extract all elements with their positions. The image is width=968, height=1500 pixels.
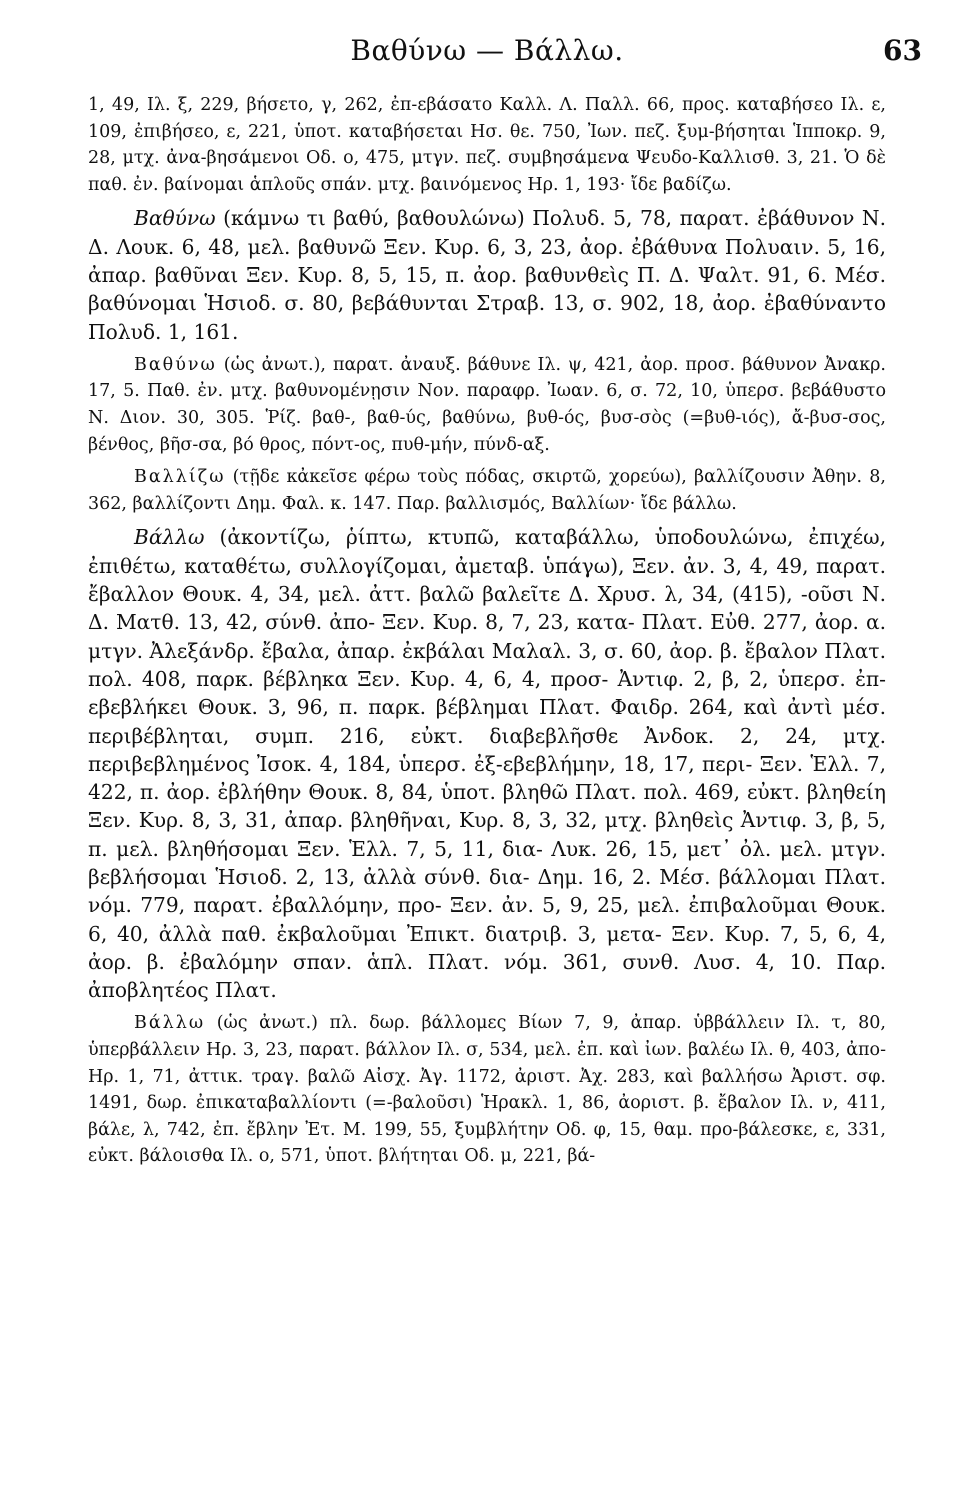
entry-text: 1, 49, Ιλ. ξ, 229, βήσετο, γ, 262, ἐπ-εβάσατο Καλλ. Λ. Παλλ. 66, προς. καταβήσεο Ιλ. ε, 109, ἐπιβήσεο, ε, 221, ὑποτ. καταβήσεται Ησ. θε. 750, Ἰων. πεζ. ξυμ-βήσηται Ἱπποκρ. 9, 28, μτχ. ἀνα-βησάμενοι Οδ. ο, 475, μτγν. πεζ. συμβησάμενα Ψευδο-Καλλισθ. 3, 21. Ὁ δὲ παθ. ἐν. βαίνομαι ἁπλοῦς σπάν. μτχ. βαινόμενος Ηρ. 1, 193· ἴδε βαδίζω. — [88, 95, 886, 195]
entry-bathyno-epic — [88, 352, 886, 458]
entry-text: (κάμνω τι βαθύ, βαθουλώνω) Πολυδ. 5, 78, παρατ. ἐβάθυνον Ν. Δ. Λουκ. 6, 48, μελ. βαθυνῶ Ξεν. Κυρ. 6, 3, 23, ἀορ. ἐβάθυνα Πολυαιν. 5, 16, ἀπαρ. βαθῦναι Ξεν. Κυρ. 8, 5, 15, π. ἀορ. βαθυνθεὶς Π. Δ. Ψαλτ. 91, 6. Μέσ. βαθύνομαι Ἡσιοδ. σ. 80, βεβάθυνται Στραβ. 13, σ. 902, 18, ἀορ. ἐβαθύναντο Πολυδ. 1, 161. — [88, 206, 886, 344]
entry-text: (ὡς ἀνωτ.), παρατ. ἀναυξ. βάθυνε Ιλ. ψ, 421, ἀορ. προσ. βάθυνον Ἀνακρ. 17, 5. Παθ. ἐν. μτχ. βαθυνομένῃσιν Νον. παραφρ. Ἰωαν. 6, σ. 72, 10, ὑπερσ. βεβάθυστο Ν. Διον. 30, 305. Ῥίζ. βαθ-, βαθ-ύς, βαθύνω, βυθ-ός, βυσ-σὸς (=βυθ-ιός), ἄ-βυσ-σος, βένθος, βῆσ-σα, βό θρος, πόντ-ος, πυθ-μήν, πύνδ-αξ. — [88, 354, 886, 455]
entry-ballo — [88, 523, 886, 1004]
entry-continuation — [88, 92, 886, 198]
entry-bathyno — [88, 204, 886, 345]
entry-headword: Βαθύνω — [134, 354, 217, 375]
entry-ballizo — [88, 464, 886, 517]
running-title: Βαθύνω — Βάλλω. — [350, 34, 624, 67]
page-header — [88, 28, 922, 78]
entry-text: (ὡς ἀνωτ.) πλ. δωρ. βάλλομες Βίων 7, 9, ἀπαρ. ὑββάλλειν Ιλ. τ, 80, ὑπερβάλλειν Ηρ. 3, 23, παρατ. βάλλον Ιλ. σ, 534, μελ. ἐπ. καὶ ἰων. βαλέω Ιλ. θ, 403, ἀπο- Ηρ. 1, 71, ἀττικ. τραγ. βαλῶ Αἰσχ. Ἀγ. 1172, ἀριστ. Ἀχ. 283, καὶ βαλλήσω Ἀριστ. σφ. 1491, δωρ. ἐπικαταβαλλίοντι (=-βαλοῦσι) Ἡρακλ. 1, 86, ἀοριστ. β. ἔβαλον Ιλ. ν, 411, βάλε, λ, 742, ἐπ. ἔβλην Ἐτ. Μ. 199, 55, ξυμβλήτην Οδ. φ, 15, θαμ. προ-βάλεσκε, ε, 331, εὐκτ. βάλοισθα Ιλ. ο, 571, ὑποτ. βλήτηται Οδ. μ, 221, βά- — [88, 1013, 886, 1167]
entry-text: (τῇδε κἀκεῖσε φέρω τοὺς πόδας, σκιρτῶ, χορεύω), βαλλίζουσιν Ἀθην. 8, 362, βαλλίζοντι Δημ. Φαλ. κ. 147. Παρ. βαλλισμός, Βαλλίων· ἴδε βάλλω. — [88, 467, 886, 514]
page-number: 63 — [883, 34, 922, 67]
entry-ballo-epic — [88, 1010, 886, 1170]
entry-headword: Βάλλω — [134, 1013, 206, 1034]
entry-headword: Βαθύνω — [134, 206, 216, 231]
entry-headword: Βαλλίζω — [134, 467, 226, 488]
entry-headword: Βάλλω — [134, 525, 205, 550]
entry-text: (ἀκοντίζω, ῥίπτω, κτυπῶ, καταβάλλω, ὑποδουλώνω, ἐπιχέω, ἐπιθέτω, καταθέτω, συλλογίζομαι, ἀμεταβ. ὑπάγω), Ξεν. ἀν. 3, 4, 49, παρατ. ἔβαλλον Θουκ. 4, 34, μελ. ἀττ. βαλῶ βαλεῖτε Δ. Χρυσ. λ, 34, (415), -οῦσι Ν. Δ. Ματθ. 13, 42, σύνθ. ἀπο- Ξεν. Κυρ. 8, 7, 23, κατα- Πλατ. Εὐθ. 277, ἀορ. α. μτγν. Ἀλεξάνδρ. ἔβαλα, ἀπαρ. ἐκβάλαι Μαλαλ. 3, σ. 60, ἀορ. β. ἔβαλον Πλατ. πολ. 408, παρκ. βέβληκα Ξεν. Κυρ. 4, 6, 4, προσ- Ἀντιφ. 2, β, 2, ὑπερσ. ἐπ-εβεβλήκει Θουκ. 3, 96, π. παρκ. βέβλημαι Πλατ. Φαιδρ. 264, καὶ ἀντὶ μέσ. περιβέβληται, συμπ. 216, εὐκτ. διαβεβλῆσθε Ἀνδοκ. 2, 24, μτχ. περιβεβλημένος Ἰσοκ. 4, 184, ὑπερσ. ἐξ-εβεβλήμην, 18, 17, περι- Ξεν. Ἑλλ. 7, 422, π. ἀορ. ἐβλήθην Θουκ. 8, 84, ὑποτ. βληθῶ Πλατ. πολ. 469, εὐκτ. βληθείη Ξεν. Κυρ. 8, 3, 31, ἀπαρ. βληθῆναι, Κυρ. 8, 3, 32, μτχ. βληθεὶς Ἀντιφ. 3, β, 5, π. μελ. βληθήσομαι Ξεν. Ἑλλ. 7, 5, 11, δια- Λυκ. 26, 15, μετ᾽ ὀλ. μελ. μτγν. βεβλήσομαι Ἡσιοδ. 2, 13, ἀλλὰ σύνθ. δια- Δημ. 16, 2. Μέσ. βάλλομαι Πλατ. νόμ. 779, παρατ. ἐβαλλόμην, προ- Ξεν. ἀν. 5, 9, 25, μελ. ἐπιβαλοῦμαι Θουκ. 6, 40, ἀλλὰ παθ. ἐκβαλοῦμαι Ἐπικτ. διατριβ. 3, μετα- Ξεν. Κυρ. 7, 5, 6, 4, ἀορ. β. ἐβαλόμην σπαν. ἁπλ. Πλατ. νόμ. 361, συνθ. Λυσ. 4, 10. Παρ. ἀποβλητέος Πλατ. — [88, 525, 886, 1003]
page-content — [88, 92, 886, 1170]
